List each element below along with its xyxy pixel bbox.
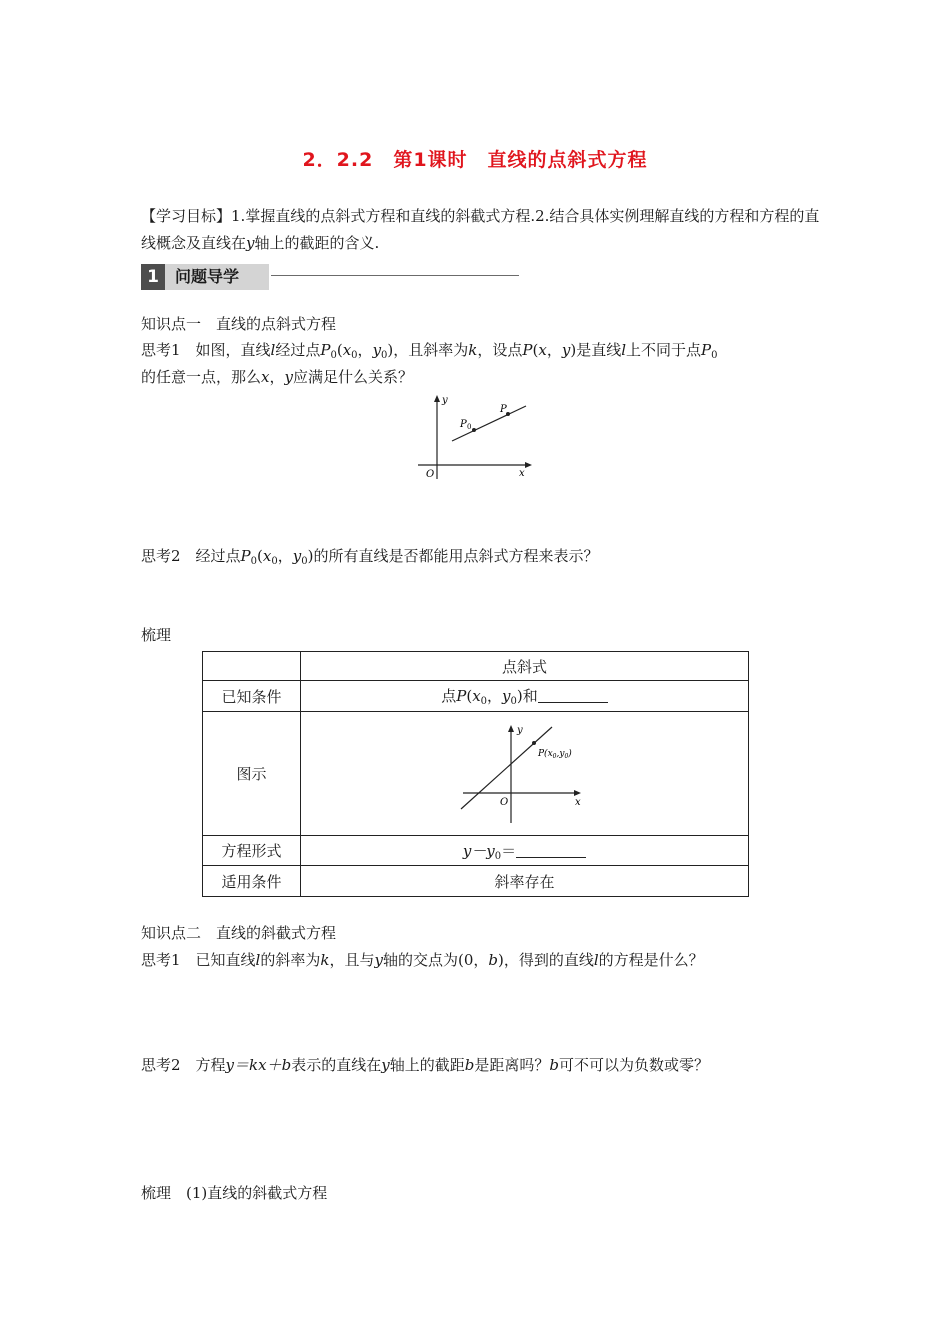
x-axis-arrow: [525, 462, 532, 468]
x-label: x: [519, 468, 525, 479]
blank-field: [538, 688, 608, 703]
origin-label: O: [499, 797, 508, 808]
kp2-think1: 思考1 已知直线l的斜率为k，且与y轴的交点为(0，b)，得到的直线l的方程是什么？: [141, 951, 704, 969]
y-axis-arrow: [508, 725, 514, 732]
table-row: 适用条件 斜率存在: [203, 866, 749, 897]
section-number: 1: [141, 264, 165, 290]
table-header: 点斜式: [301, 652, 749, 681]
kp1-think1-cont: 的任意一点，那么x，y应满足什么关系？: [141, 368, 413, 386]
table-row: 图示 y x O $P(x_0,y_0)$: [203, 712, 749, 836]
learning-objectives: 【学习目标】1.掌握直线的点斜式方程和直线的斜截式方程.2.结合具体实例理解直线的方程和方程的直线概念及直线在y轴上的截距的含义.: [141, 207, 820, 252]
blank-field: [516, 843, 586, 858]
page-title: 2．2.2 第1课时 直线的点斜式方程: [302, 149, 648, 171]
kp2-summary: 梳理 (1)直线的斜截式方程: [141, 1184, 328, 1202]
section-rule: [271, 275, 519, 276]
x-label: x: [574, 797, 581, 808]
figure-point-slope: [455, 721, 595, 826]
table-row: 方程形式 $y-y_0=$: [203, 836, 749, 866]
table-row: 已知条件 点$P(x_0$，$y_0$)和: [203, 681, 749, 712]
p-label: $P(x_0,y_0)$: [537, 749, 572, 760]
kp1-think1: 思考1 如图，直线l经过点$P_0(x_0$，$y_0$)，且斜率为k，设点P(x，y)是直线l上不同于点$P_0$: [141, 341, 718, 361]
kp1-heading: 知识点一 直线的点斜式方程: [141, 315, 337, 333]
table-row: [203, 652, 749, 681]
p0-sub: 0: [467, 423, 472, 431]
y-label: y: [516, 725, 523, 736]
x-axis-arrow: [574, 790, 581, 796]
objectives-label: 【学习目标】: [141, 207, 232, 225]
kp2-heading: 知识点二 直线的斜截式方程: [141, 924, 337, 942]
y-label: y: [442, 395, 448, 406]
summary-label: 梳理: [141, 626, 172, 644]
p0-label: P: [460, 419, 467, 430]
y-axis-arrow: [434, 395, 440, 402]
point-p: [532, 741, 536, 745]
kp1-think2: 思考2 经过点$P_0(x_0$，$y_0$)的所有直线是否都能用点斜式方程来表示？: [141, 547, 599, 567]
p-label: P: [500, 404, 507, 415]
kp2-think2: 思考2 方程y＝kx＋b表示的直线在y轴上的截距b是距离吗？b可不可以为负数或零？: [141, 1056, 709, 1074]
objectives-text: 1.掌握直线的点斜式方程和直线的斜截式方程.2.结合具体实例理解直线的方程和方程的直线概念及直线在: [141, 207, 820, 252]
summary-table: [202, 651, 749, 897]
figure-line-through-p0: [412, 393, 537, 485]
point-p0: [472, 428, 476, 432]
origin-label: O: [426, 469, 435, 480]
section-label: 问题导学: [165, 264, 269, 290]
